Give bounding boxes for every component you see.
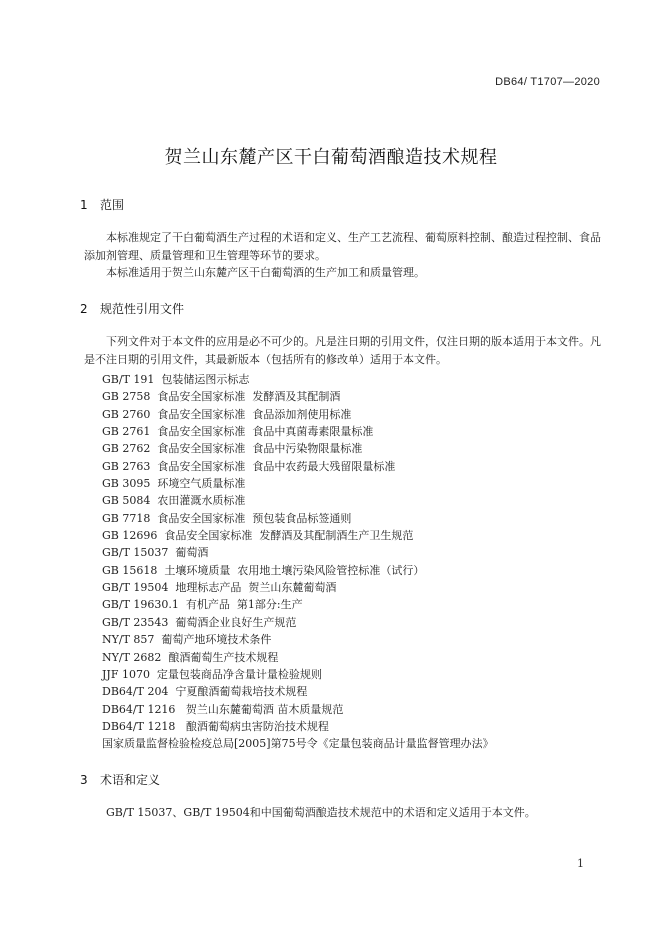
reference-item: 国家质量监督检验检疫总局[2005]第75号令《定量包装商品计量监督管理办法》 (102, 737, 494, 751)
document-title: 贺兰山东麓产区干白葡萄酒酿造技术规程 (164, 147, 498, 168)
section-title: 规范性引用文件 (100, 302, 185, 316)
reference-item: GB/T 191 包装储运图示标志 (102, 373, 250, 386)
reference-item: GB/T 19504 地理标志产品 贺兰山东麓葡萄酒 (102, 581, 337, 595)
section-1-paragraph: 本标准规定了干白葡萄酒生产过程的术语和定义、生产工艺流程、葡萄原料控制、酿造过程控制、食品添加剂管理、质量管理和卫生管理等环节的要求。 (84, 231, 601, 262)
section-2-paragraph: 下列文件对于本文件的应用是必不可少的。凡是注日期的引用文件，仅注日期的版本适用于本文件。凡是不注日期的引用文件，其最新版本（包括所有的修改单）适用于本文件。 (84, 335, 601, 366)
reference-item: GB 15618 土壤环境质量 农用地土壤污染风险管控标准（试行） (102, 563, 425, 577)
section-1-heading (80, 196, 124, 213)
reference-item: GB 2762 食品安全国家标准 食品中污染物限量标准 (102, 442, 363, 456)
reference-item: GB 3095 环境空气质量标准 (102, 477, 246, 491)
reference-item: GB 2760 食品安全国家标准 食品添加剂使用标准 (102, 407, 352, 421)
section-3-heading (80, 771, 160, 788)
document-code: DB64/ T1707—2020 (495, 76, 600, 88)
reference-item: GB/T 23543 葡萄酒企业良好生产规范 (102, 615, 297, 629)
reference-item: JJF 1070 定量包装商品净含量计量检验规则 (102, 667, 322, 681)
reference-list (102, 371, 494, 753)
reference-item: GB 2761 食品安全国家标准 食品中真菌毒素限量标准 (102, 425, 374, 439)
section-2-heading (80, 300, 184, 317)
reference-item: GB/T 15037 葡萄酒 (102, 546, 209, 560)
section-number: 1 (80, 198, 88, 212)
section-title: 术语和定义 (100, 773, 161, 787)
section-3-paragraph: GB/T 15037、GB/T 19504和中国葡萄酒酿造技术规范中的术语和定义适用于本文件。 (106, 806, 536, 819)
reference-item: NY/T 2682 酿酒葡萄生产技术规程 (102, 650, 279, 664)
reference-item: DB64/T 1218 酿酒葡萄病虫害防治技术规程 (102, 719, 329, 733)
reference-item: GB 2758 食品安全国家标准 发酵酒及其配制酒 (102, 390, 341, 404)
reference-item: GB/T 19630.1 有机产品 第1部分:生产 (102, 598, 303, 612)
reference-item: GB 5084 农田灌溉水质标准 (102, 494, 246, 508)
section-title: 范围 (100, 198, 125, 212)
section-number: 3 (80, 773, 88, 787)
page-number: 1 (577, 857, 584, 870)
reference-item: DB64/T 204 宁夏酿酒葡萄栽培技术规程 (102, 685, 308, 699)
section-number: 2 (80, 302, 88, 316)
reference-item: DB64/T 1216 贺兰山东麓葡萄酒 苗木质量规范 (102, 702, 344, 716)
section-1-paragraph: 本标准适用于贺兰山东麓产区干白葡萄酒的生产加工和质量管理。 (106, 266, 425, 279)
reference-item: NY/T 857 葡萄产地环境技术条件 (102, 633, 272, 647)
reference-item: GB 12696 食品安全国家标准 发酵酒及其配制酒生产卫生规范 (102, 529, 414, 543)
reference-item: GB 7718 食品安全国家标准 预包装食品标签通则 (102, 511, 352, 525)
reference-item: GB 2763 食品安全国家标准 食品中农药最大残留限量标准 (102, 459, 396, 473)
